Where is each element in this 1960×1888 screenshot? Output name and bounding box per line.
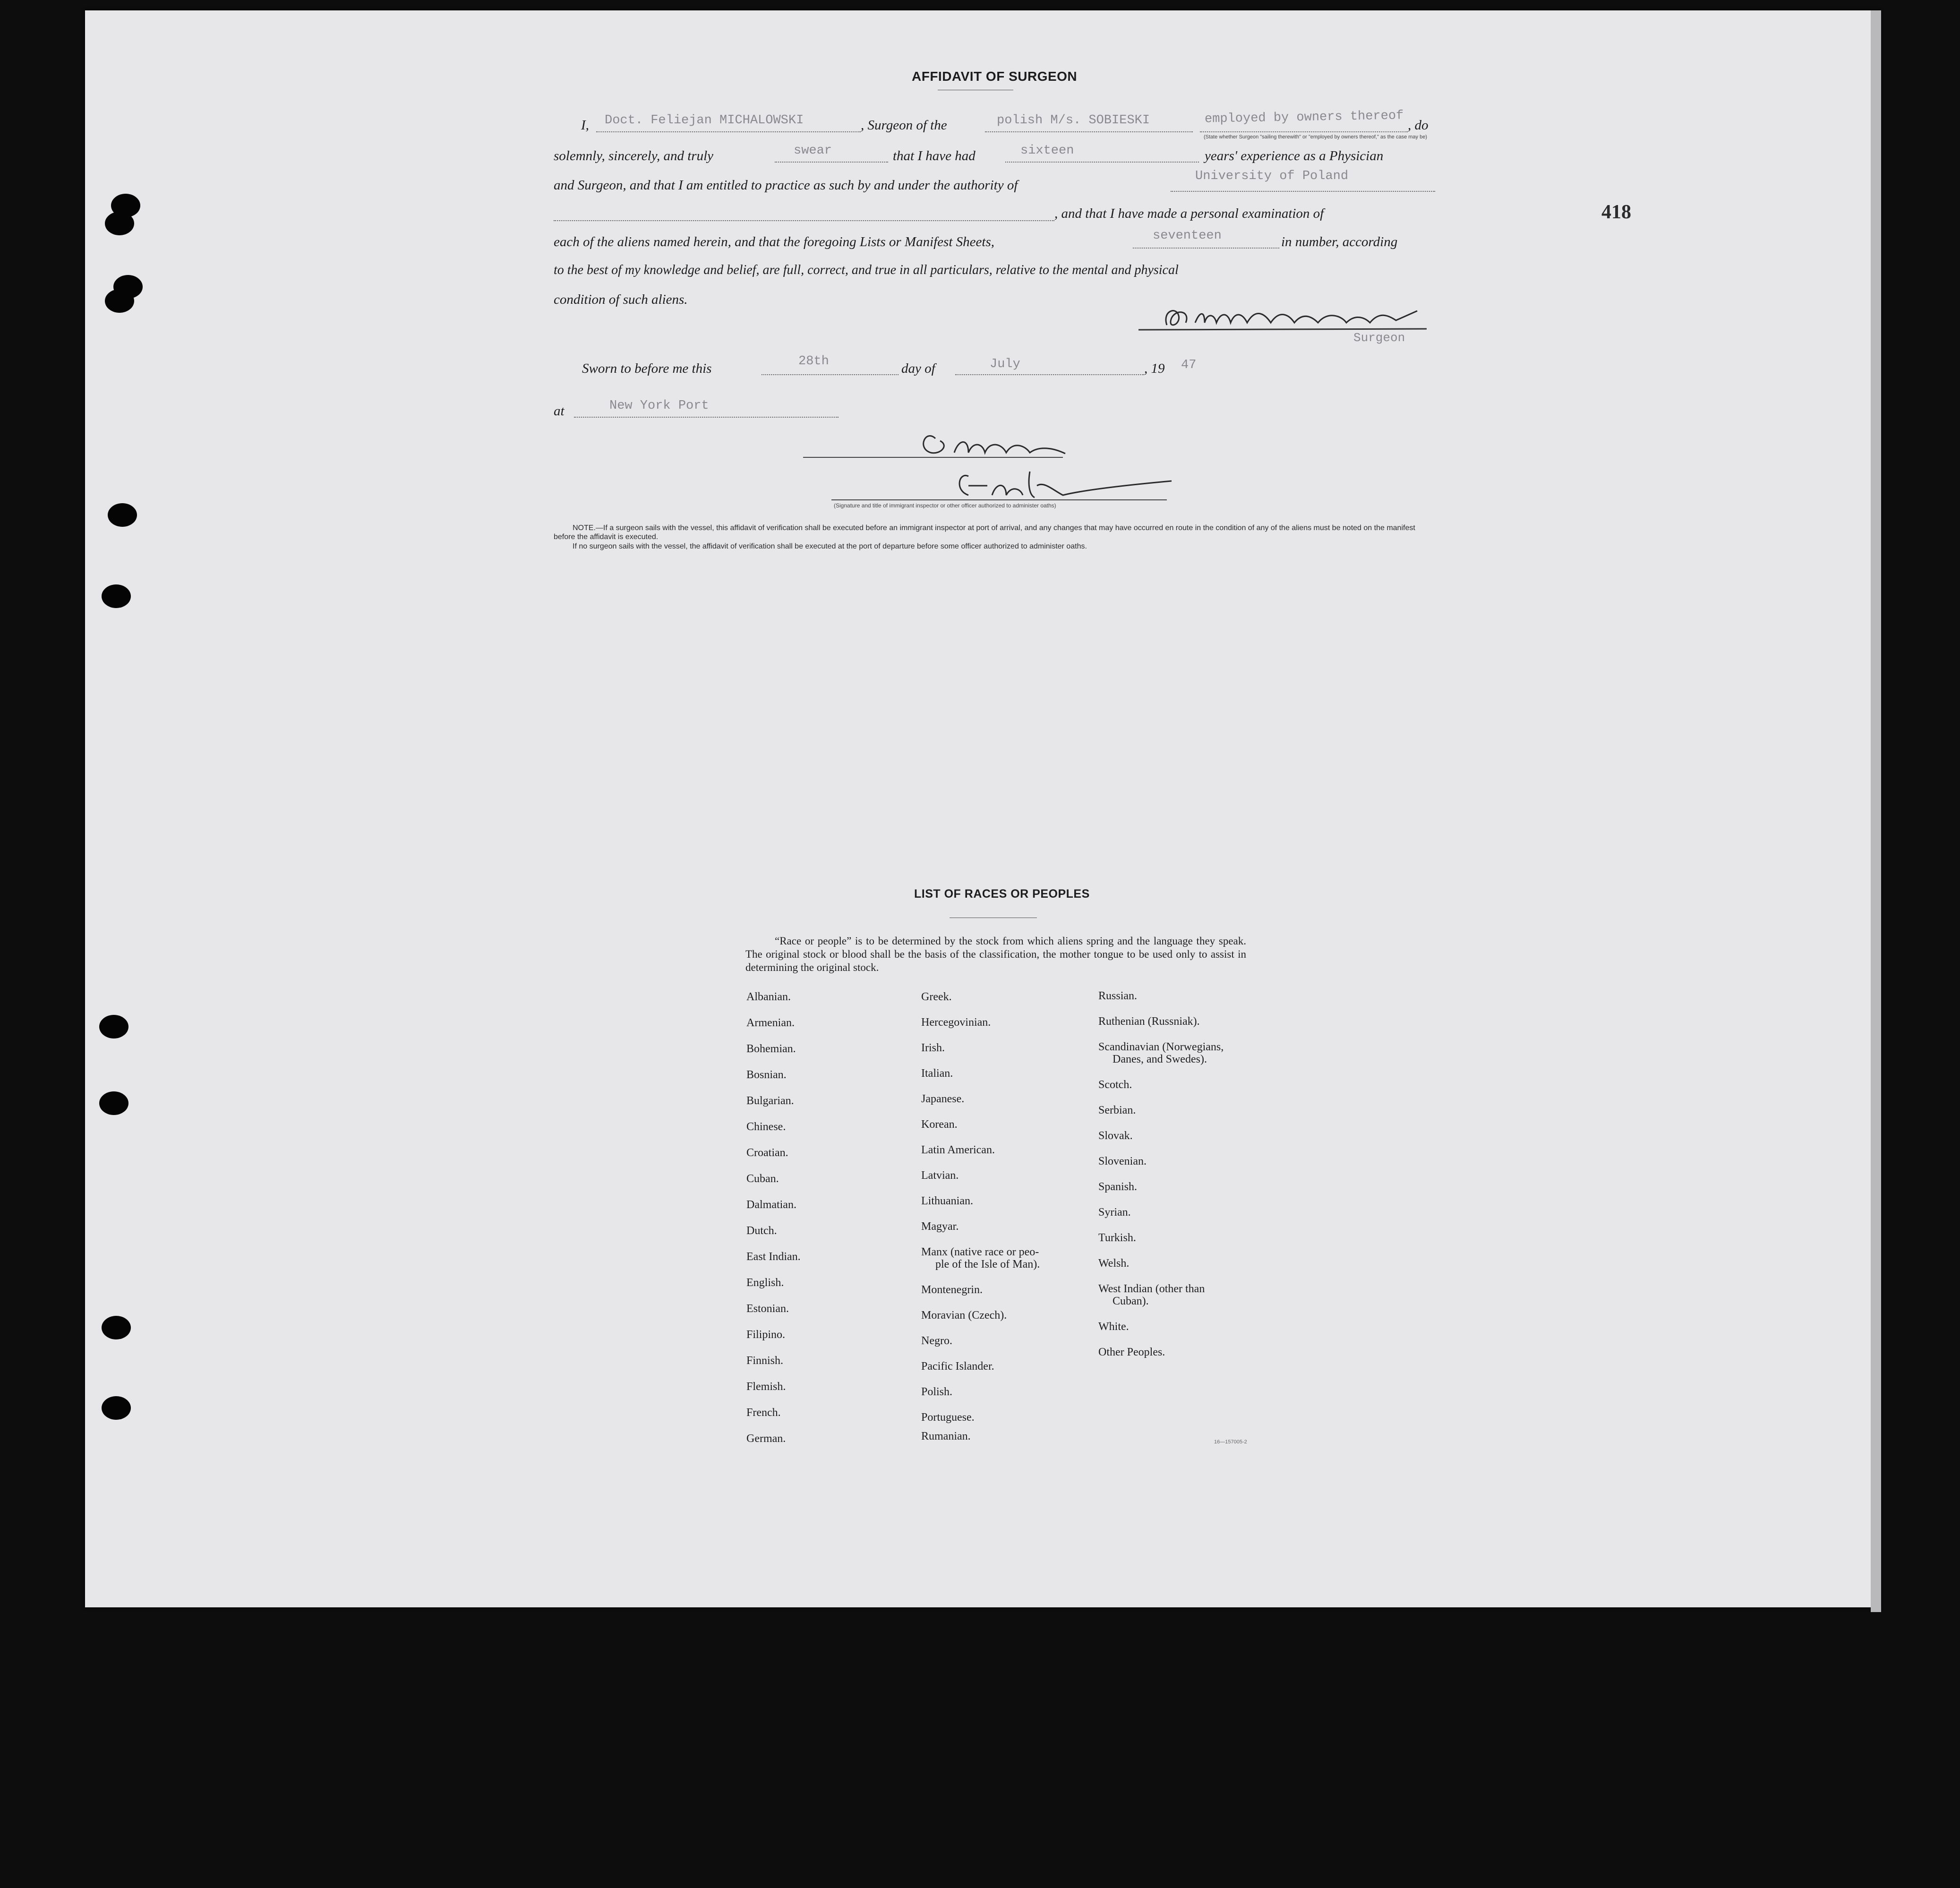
race-item: Welsh.	[1098, 1257, 1130, 1270]
affidavit-line-4: , and that I have made a personal examination of	[1054, 206, 1324, 221]
race-item: Negro.	[921, 1335, 952, 1347]
filled-surgeon-name: Doct. Feliejan MICHALOWSKI	[605, 113, 804, 128]
race-item: Moravian (Czech).	[921, 1309, 1007, 1322]
race-item: Russian.	[1098, 990, 1138, 1002]
affidavit-line-1-end: , do	[1408, 118, 1429, 133]
race-item: Pacific Islander.	[921, 1360, 994, 1373]
race-item: Korean.	[921, 1118, 958, 1131]
race-item: Polish.	[921, 1386, 953, 1398]
race-item: Danes, and Swedes).	[1113, 1053, 1207, 1065]
races-column-1	[746, 991, 916, 1463]
affidavit-line-2-end: years' experience as a Physician	[1205, 148, 1384, 163]
race-item: Syrian.	[1098, 1206, 1131, 1219]
filled-sheets: seventeen	[1153, 229, 1222, 243]
no-surgeon-note: If no surgeon sails with the vessel, the affidavit of verification shall be executed at the port of departure before some officer authorized to administer oaths.	[573, 542, 1087, 550]
day-of-label: day of	[901, 361, 935, 376]
race-item: Croatian.	[746, 1147, 788, 1159]
race-item: Manx (native race or peo-	[921, 1246, 1039, 1258]
race-item: Bosnian.	[746, 1069, 787, 1081]
races-column-3	[1098, 990, 1278, 1368]
race-item: White.	[1098, 1321, 1129, 1333]
sheet-edge	[1871, 10, 1881, 1612]
filled-years: sixteen	[1020, 144, 1074, 158]
page-number: 418	[1601, 201, 1631, 223]
race-item: Rumanian.	[921, 1430, 971, 1442]
race-item: Lithuanian.	[921, 1195, 973, 1207]
race-item: Montenegrin.	[921, 1284, 983, 1296]
affidavit-line-2-mid: that I have had	[893, 148, 976, 163]
race-item: Slovak.	[1098, 1130, 1133, 1142]
race-item: Cuban).	[1113, 1295, 1149, 1307]
races-intro: “Race or people” is to be determined by the stock from which aliens spring and the language they speak. The original stock or blood shall be the basis of the classification, the mother tongue to be used only to assist in determining the original stock.	[745, 935, 1246, 973]
blank-month	[955, 374, 1144, 375]
form-code: 16—157005-2	[1214, 1439, 1247, 1445]
affidavit-line-5-end: in number, according	[1281, 234, 1398, 249]
surgeon-note: NOTE.—If a surgeon sails with the vessel, this affidavit of verification shall be executed before an immigrant inspector at port of arrival, and any changes that may have occurred en route in the condition of any of the aliens must be noted on the manifest before the affidavit is executed.	[554, 524, 1415, 541]
race-item: Magyar.	[921, 1220, 959, 1233]
blank-vessel	[985, 131, 1193, 132]
affidavit-line-2-start: solemnly, sincerely, and truly	[554, 148, 714, 163]
race-item: Latin American.	[921, 1144, 995, 1156]
race-item: German.	[746, 1433, 786, 1445]
blank-sheets	[1133, 248, 1279, 249]
race-item: Slovenian.	[1098, 1155, 1147, 1167]
race-item: Serbian.	[1098, 1104, 1136, 1116]
race-item: Finnish.	[746, 1355, 784, 1367]
race-item: Irish.	[921, 1042, 945, 1054]
filled-authority: University of Poland	[1195, 169, 1349, 183]
race-item: Scandinavian (Norwegians,	[1098, 1041, 1224, 1053]
race-item: Spanish.	[1098, 1181, 1138, 1193]
race-item: Cuban.	[746, 1173, 779, 1185]
year-prefix: , 19	[1144, 361, 1165, 376]
race-item: Other Peoples.	[1098, 1346, 1165, 1358]
blank-port	[574, 417, 839, 418]
race-item: Estonian.	[746, 1303, 789, 1315]
affidavit-line-5-start: each of the aliens named herein, and that the foregoing Lists or Manifest Sheets,	[554, 234, 994, 249]
blank-employment	[1200, 131, 1408, 132]
race-item: Scotch.	[1098, 1079, 1132, 1091]
punch-hole	[102, 1396, 131, 1420]
race-item: Armenian.	[746, 1017, 795, 1029]
race-item: Hercegovinian.	[921, 1016, 991, 1029]
race-item: Turkish.	[1098, 1232, 1136, 1244]
race-item: Bohemian.	[746, 1043, 796, 1055]
race-item: Latvian.	[921, 1169, 959, 1182]
race-item: Dalmatian.	[746, 1199, 796, 1211]
filled-year: 47	[1181, 358, 1197, 372]
race-item: Bulgarian.	[746, 1095, 794, 1107]
race-item: Albanian.	[746, 991, 791, 1003]
race-item: Ruthenian (Russniak).	[1098, 1015, 1200, 1028]
filled-day: 28th	[798, 354, 829, 369]
race-item: English.	[746, 1277, 784, 1289]
blank-years	[1005, 162, 1199, 163]
filled-oath: swear	[794, 144, 832, 158]
filled-employment: employed by owners thereof	[1204, 109, 1404, 127]
affidavit-line-6: to the best of my knowledge and belief, are full, correct, and true in all particulars, relative to the mental and physical	[554, 263, 1179, 277]
race-item: Japanese.	[921, 1093, 965, 1105]
punch-hole	[102, 1316, 131, 1339]
punch-hole	[99, 1015, 128, 1038]
race-item: French.	[746, 1407, 781, 1419]
at-label: at	[554, 403, 565, 419]
race-item: West Indian (other than	[1098, 1283, 1205, 1295]
blank-authority	[1171, 191, 1435, 192]
race-item: Chinese.	[746, 1121, 786, 1133]
races-column-2	[921, 991, 1096, 1463]
filled-port: New York Port	[609, 399, 709, 413]
race-item: Italian.	[921, 1067, 953, 1080]
punch-hole	[105, 289, 134, 313]
race-item: Portuguese.	[921, 1411, 975, 1424]
affidavit-line-7: condition of such aliens.	[554, 292, 688, 307]
races-title: LIST OF RACES OR PEOPLES	[914, 887, 1090, 901]
blank-day	[762, 374, 899, 375]
employment-note: (State whether Surgeon "sailing therewith" or "employed by owners thereof," as the case may be)	[1204, 134, 1427, 140]
affidavit-title: AFFIDAVIT OF SURGEON	[912, 69, 1078, 84]
surgeon-label: Surgeon	[1353, 331, 1405, 345]
affidavit-line-1-start: I,	[581, 118, 589, 133]
blank-surgeon-name	[596, 131, 861, 132]
affidavit-line-1-mid: , Surgeon of the	[861, 118, 947, 133]
race-item: Flemish.	[746, 1381, 786, 1393]
race-item: Greek.	[921, 991, 952, 1003]
inspector-caption: (Signature and title of immigrant inspector or other officer authorized to administer oaths)	[834, 502, 1056, 509]
punch-hole	[105, 212, 134, 235]
punch-hole	[108, 503, 137, 527]
filled-month: July	[990, 357, 1020, 371]
race-item: ple of the Isle of Man).	[935, 1258, 1040, 1270]
sworn-label: Sworn to before me this	[582, 361, 712, 376]
blank-oath	[775, 162, 888, 163]
race-item: Filipino.	[746, 1329, 786, 1341]
race-item: East Indian.	[746, 1251, 801, 1263]
punch-hole	[99, 1091, 128, 1115]
inspector-signature	[798, 420, 1186, 514]
affidavit-line-3: and Surgeon, and that I am entitled to practice as such by and under the authority of	[554, 178, 1018, 193]
punch-hole	[102, 584, 131, 608]
filled-vessel: polish M/s. SOBIESKI	[997, 113, 1150, 128]
blank-authority-continued	[554, 220, 1054, 221]
race-item: Dutch.	[746, 1225, 777, 1237]
surgeon-signature	[1134, 297, 1455, 335]
